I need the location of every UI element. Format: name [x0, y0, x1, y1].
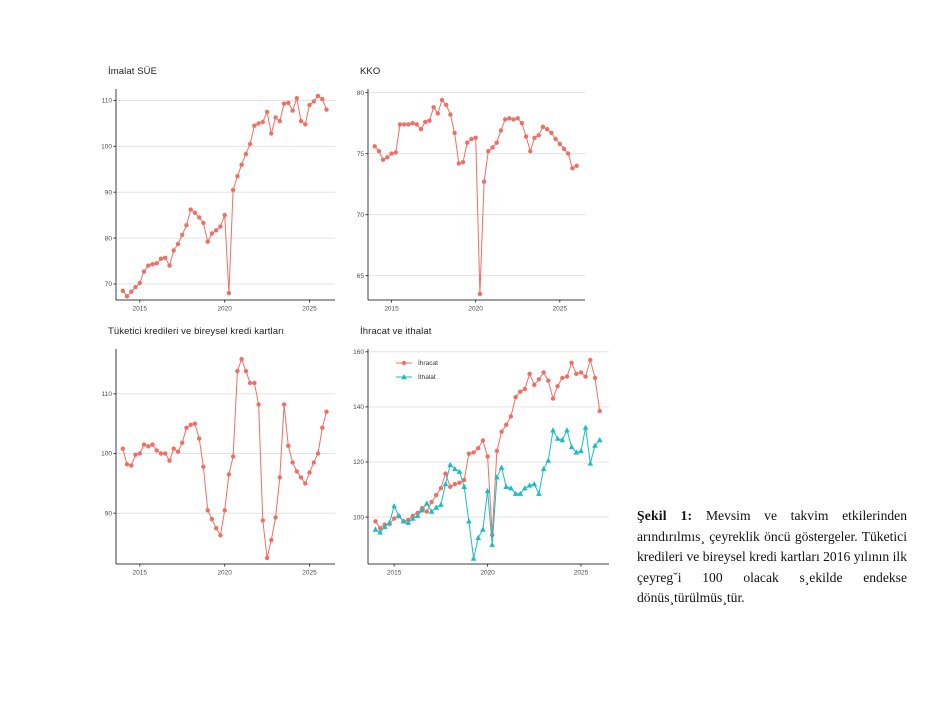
svg-text:90: 90 — [104, 189, 112, 197]
svg-text:100: 100 — [101, 450, 112, 458]
svg-text:İhracat: İhracat — [418, 360, 438, 368]
svg-text:2020: 2020 — [468, 305, 483, 313]
svg-text:2025: 2025 — [302, 305, 317, 313]
svg-text:2020: 2020 — [217, 305, 232, 313]
svg-text:2015: 2015 — [132, 569, 148, 577]
svg-text:75: 75 — [356, 150, 364, 158]
svg-text:2020: 2020 — [217, 569, 232, 577]
svg-text:2025: 2025 — [302, 569, 317, 577]
svg-text:100: 100 — [101, 143, 112, 151]
figure-caption — [637, 506, 907, 609]
svg-text:2025: 2025 — [573, 569, 589, 577]
svg-text:160: 160 — [353, 348, 364, 356]
imalat-sue-plot — [100, 84, 340, 314]
svg-text:90: 90 — [104, 510, 112, 518]
svg-text:110: 110 — [101, 390, 112, 398]
chart-ihracat-ithalat — [352, 326, 614, 578]
chart-title-ihracat-ithalat: İhracat ve ithalat — [360, 326, 432, 337]
svg-text:2015: 2015 — [384, 305, 399, 313]
chart-title-imalat-sue: İmalat SÜE — [108, 66, 158, 77]
svg-text:İthalat: İthalat — [418, 374, 436, 382]
kko-plot — [352, 84, 590, 314]
chart-imalat-sue — [100, 66, 340, 314]
svg-text:100: 100 — [353, 514, 364, 522]
svg-text:110: 110 — [101, 97, 112, 105]
svg-text:120: 120 — [353, 459, 364, 467]
chart-tuketici-kredileri — [100, 326, 340, 578]
tuketici-kredileri-plot — [100, 344, 340, 578]
svg-text:65: 65 — [356, 272, 364, 280]
svg-text:2020: 2020 — [480, 569, 495, 577]
chart-kko — [352, 66, 590, 314]
svg-text:70: 70 — [356, 211, 364, 219]
chart-title-kko: KKO — [360, 66, 381, 77]
svg-text:140: 140 — [353, 404, 364, 412]
svg-text:80: 80 — [104, 235, 112, 243]
ihracat-ithalat-plot — [352, 344, 614, 578]
svg-text:80: 80 — [356, 89, 364, 97]
svg-text:2015: 2015 — [132, 305, 148, 313]
caption-text: Mevsim ve takvim etkilerinden arındırılmıs¸ çeyreklik öncü göstergeler. Tüketici kredileri ve bireysel kredi kartları 2016 yılının ilk çeyreg˘i 100 olacak s¸ekilde endekse dönüs¸türülmüs¸tür. — [637, 508, 908, 605]
caption-label: Şekil 1: — [637, 508, 693, 523]
chart-title-tuketici-kredileri: Tüketici kredileri ve bireysel kredi kartları — [108, 326, 285, 337]
svg-text:2015: 2015 — [386, 569, 402, 577]
svg-text:70: 70 — [104, 281, 112, 289]
svg-text:2025: 2025 — [552, 305, 568, 313]
